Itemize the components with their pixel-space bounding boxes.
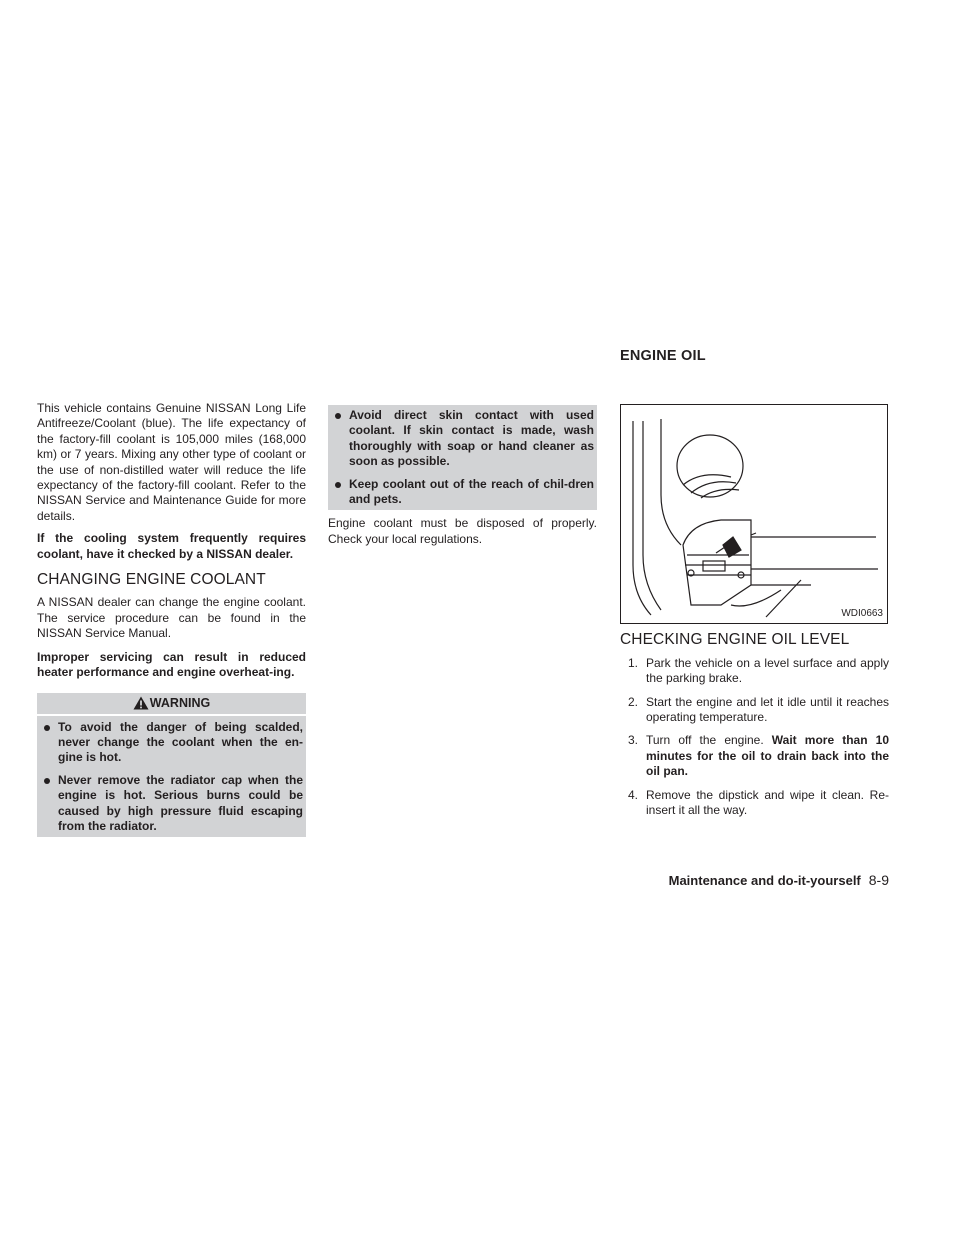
improper-servicing-note: Improper servicing can result in reduced heater performance and engine overheat-ing. bbox=[37, 649, 306, 680]
disposal-paragraph: Engine coolant must be disposed of properly. Check your local regulations. bbox=[328, 516, 597, 546]
oil-check-steps bbox=[620, 656, 889, 819]
page-footer bbox=[669, 872, 889, 888]
warning-title: WARNING bbox=[149, 695, 211, 710]
page-number: 8-9 bbox=[868, 872, 889, 888]
warning-body bbox=[37, 716, 306, 838]
checking-oil-heading: CHECKING ENGINE OIL LEVEL bbox=[620, 631, 850, 649]
changing-coolant-paragraph: A NISSAN dealer can change the engine coolant. The service procedure can be found in the NISSAN Service Manual. bbox=[37, 595, 306, 641]
step-item: 4. Remove the dipstick and wipe it clean. Re-insert it all the way. bbox=[628, 787, 889, 818]
coolant-intro-paragraph: This vehicle contains Genuine NISSAN Long Life Antifreeze/Coolant (blue). The life expectancy of the factory-fill coolant is 105,000 miles (168,000 km) or 7 years. Mixing any other type of coolant or the use of non-distilled water will reduce the life expectancy of the factory-fill coolant. Refer to the NISSAN Service and Maintenance Guide for more details. bbox=[37, 401, 306, 523]
caution-bullet: Avoid direct skin contact with used coolant. If skin contact is made, wash thoroughly with soap or hand cleaner as soon as possible. bbox=[331, 408, 594, 470]
warning-box bbox=[37, 693, 306, 838]
warning-bullet: Never remove the radiator cap when the engine is hot. Serious burns could be caused by high pressure fluid escaping from the radiator. bbox=[40, 773, 303, 835]
engine-oil-figure bbox=[620, 404, 888, 624]
step-item: 2. Start the engine and let it idle until it reaches operating temperature. bbox=[628, 694, 889, 725]
warning-header bbox=[37, 693, 306, 714]
middle-column bbox=[328, 405, 597, 555]
footer-section-title: Maintenance and do-it-yourself bbox=[668, 873, 861, 888]
step-bold-text: Wait more than 10 minutes for the oil to drain back into the oil pan. bbox=[646, 733, 889, 779]
right-column bbox=[620, 349, 889, 826]
engine-bay-illustration bbox=[621, 405, 888, 624]
step-item: 3. Turn off the engine. Wait more than 10 minutes for the oil to drain back into the oil pan. bbox=[628, 733, 889, 779]
step-item: 1. Park the vehicle on a level surface and apply the parking brake. bbox=[628, 655, 889, 686]
engine-oil-title: ENGINE OIL bbox=[620, 348, 706, 364]
warning-triangle-icon bbox=[133, 696, 149, 710]
figure-code: WDI0663 bbox=[841, 608, 883, 619]
left-column bbox=[37, 401, 306, 837]
caution-bullet: Keep coolant out of the reach of chil-dren and pets. bbox=[331, 477, 594, 508]
changing-coolant-heading: CHANGING ENGINE COOLANT bbox=[37, 571, 266, 589]
warning-bullet: To avoid the danger of being scalded, never change the coolant when the en-gine is hot. bbox=[40, 720, 303, 766]
cooling-system-note: If the cooling system frequently requires coolant, have it checked by a NISSAN dealer. bbox=[37, 531, 306, 561]
caution-continuation-box bbox=[328, 405, 597, 510]
